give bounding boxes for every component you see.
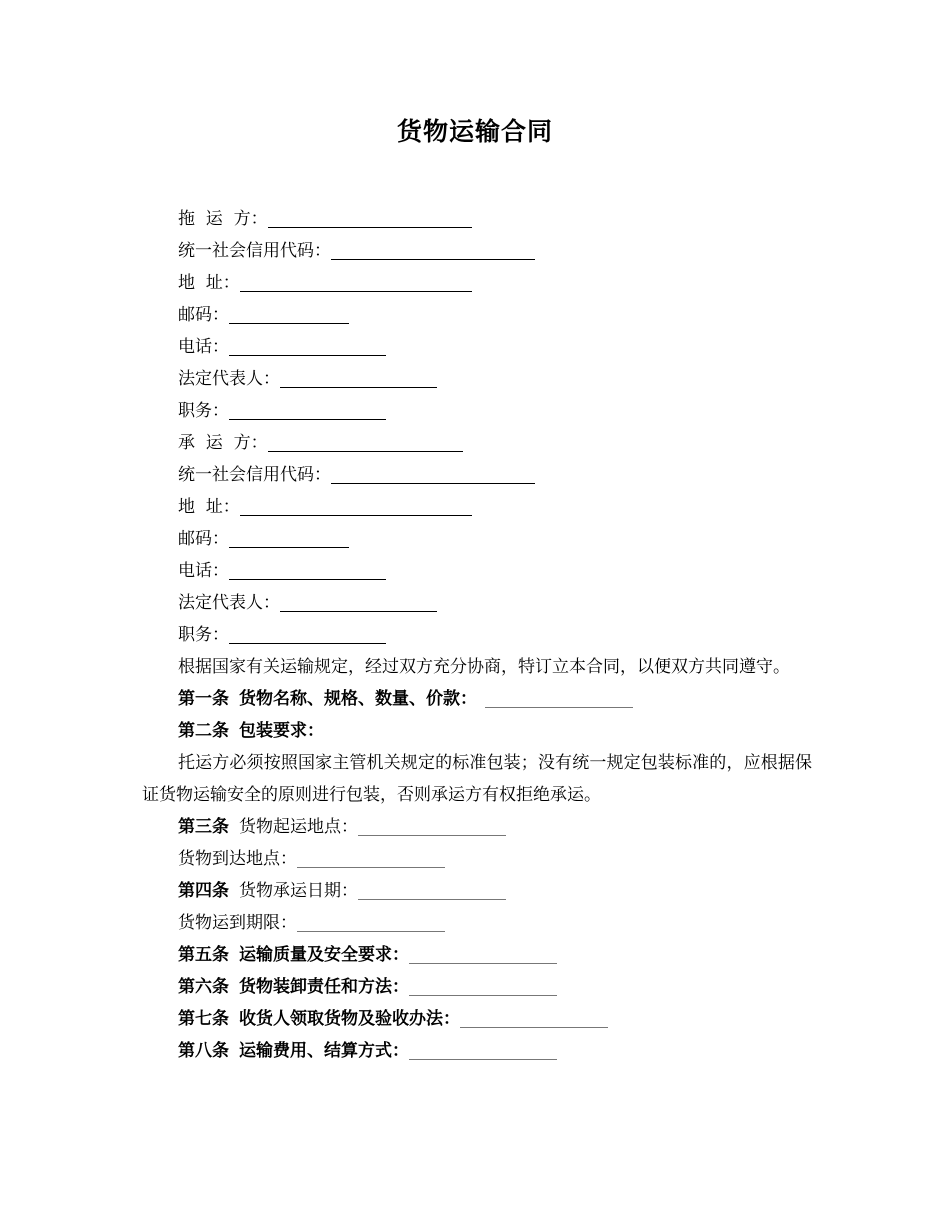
article-3-sub-label: 货物到达地点： [178,849,297,869]
carrier-postcode-blank[interactable] [229,527,349,548]
shipper-postcode-row [142,299,812,331]
shipper-position-label: 职务： [178,401,229,421]
article-1-blank[interactable] [485,687,633,708]
shipper-address-row [142,267,812,299]
article-5-blank[interactable] [409,943,557,964]
article-3-sub-row [142,843,812,875]
carrier-address-blank[interactable] [240,495,472,516]
article-6-title: 货物装卸责任和方法： [239,977,409,997]
shipper-position-blank[interactable] [229,399,386,420]
carrier-postcode-row [142,523,812,555]
shipper-name-label: 拖 运 方： [178,209,268,229]
carrier-credit-code-blank[interactable] [331,463,535,484]
carrier-name-label: 承 运 方： [178,433,268,453]
carrier-position-label: 职务： [178,625,229,645]
carrier-address-row [142,491,812,523]
carrier-name-blank[interactable] [268,431,463,452]
carrier-credit-code-label: 统一社会信用代码： [178,465,331,485]
article-4-sub-row [142,907,812,939]
carrier-position-row [142,619,812,651]
shipper-postcode-blank[interactable] [229,303,349,324]
shipper-phone-row [142,331,812,363]
shipper-credit-code-blank[interactable] [331,239,535,260]
article-3-sub-blank[interactable] [297,847,445,868]
shipper-legal-rep-label: 法定代表人： [178,369,280,389]
carrier-name-row [142,427,812,459]
article-1-number: 第一条 [178,689,229,709]
article-7-title: 收货人领取货物及验收办法： [239,1009,460,1029]
article-7-row [142,1003,812,1035]
carrier-credit-code-row [142,459,812,491]
shipper-address-label: 地 址： [178,273,240,293]
shipper-credit-code-row [142,235,812,267]
article-1-row [142,683,812,715]
article-4-sub-blank[interactable] [297,911,445,932]
article-6-number: 第六条 [178,977,229,997]
article-5-number: 第五条 [178,945,229,965]
carrier-postcode-label: 邮码： [178,529,229,549]
article-2-number: 第二条 [178,721,229,741]
shipper-postcode-label: 邮码： [178,305,229,325]
article-4-number: 第四条 [178,881,229,901]
carrier-phone-label: 电话： [178,561,229,581]
article-2-text: 托运方必须按照国家主管机关规定的标准包装；没有统一规定包装标准的，应根据保证货物运输安全的原则进行包装，否则承运方有权拒绝承运。 [142,753,812,805]
article-8-blank[interactable] [409,1039,557,1060]
article-6-row [142,971,812,1003]
carrier-legal-rep-label: 法定代表人： [178,593,280,613]
article-3-number: 第三条 [178,817,229,837]
contract-body [142,203,812,1067]
article-3-row [142,811,812,843]
shipper-name-blank[interactable] [268,207,472,228]
article-5-title: 运输质量及安全要求： [239,945,409,965]
article-4-title: 货物承运日期： [239,881,358,901]
article-5-row [142,939,812,971]
article-7-blank[interactable] [460,1007,608,1028]
carrier-phone-row [142,555,812,587]
article-6-blank[interactable] [409,975,557,996]
article-3-title: 货物起运地点： [239,817,358,837]
shipper-legal-rep-blank[interactable] [280,367,437,388]
shipper-position-row [142,395,812,427]
article-2-row [142,715,812,747]
shipper-legal-rep-row [142,363,812,395]
shipper-credit-code-label: 统一社会信用代码： [178,241,331,261]
article-1-title: 货物名称、规格、数量、价款： [239,689,477,709]
carrier-legal-rep-blank[interactable] [280,591,437,612]
article-2-title: 包装要求： [239,721,324,741]
document-title: 货物运输合同 [396,117,553,146]
article-4-sub-label: 货物运到期限： [178,913,297,933]
shipper-phone-blank[interactable] [229,335,386,356]
shipper-name-row [142,203,812,235]
article-8-number: 第八条 [178,1041,229,1061]
carrier-legal-rep-row [142,587,812,619]
carrier-phone-blank[interactable] [229,559,386,580]
carrier-address-label: 地 址： [178,497,240,517]
shipper-address-blank[interactable] [240,271,472,292]
article-4-blank[interactable] [358,879,506,900]
preamble-paragraph: 根据国家有关运输规定，经过双方充分协商，特订立本合同，以便双方共同遵守。 [178,657,790,677]
carrier-position-blank[interactable] [229,623,386,644]
article-7-number: 第七条 [178,1009,229,1029]
article-8-row [142,1035,812,1067]
article-3-blank[interactable] [358,815,506,836]
shipper-phone-label: 电话： [178,337,229,357]
article-4-row [142,875,812,907]
article-8-title: 运输费用、结算方式： [239,1041,409,1061]
